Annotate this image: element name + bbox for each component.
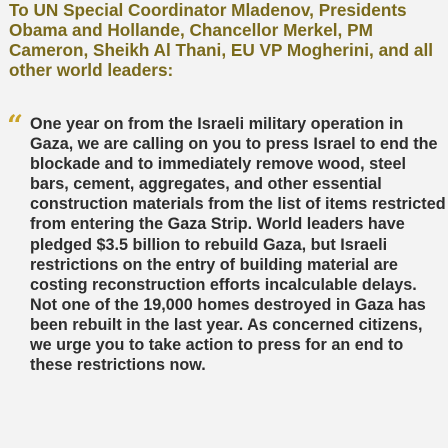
petition-block xyxy=(7,109,447,375)
open-quote-icon: “ xyxy=(7,109,24,142)
petition-text: One year on from the Israeli military operation in Gaza, we are calling on you to press Israel to end the blockade and to immediately remove wood, steel bars, cement, aggregates, and other essential construction materials from the list of items restricted from entering the Gaza Strip. World leaders have pledged $3.5 billion to rebuild Gaza, but Israeli restrictions on the entry of building material are costing reconstruction efforts incalculable delays. Not one of the 19,000 homes destroyed in Gaza has been rebuilt in the last year. As concerned citizens, we urge you to take action to press for an end to these restrictions now. xyxy=(30,115,446,375)
recipients-heading: To UN Special Coordinator Mladenov, Presidents Obama and Hollande, Chancellor Merkel, PM Cameron, Sheikh Al Thani, EU VP Mogherini, and all other world leaders: xyxy=(9,0,434,80)
